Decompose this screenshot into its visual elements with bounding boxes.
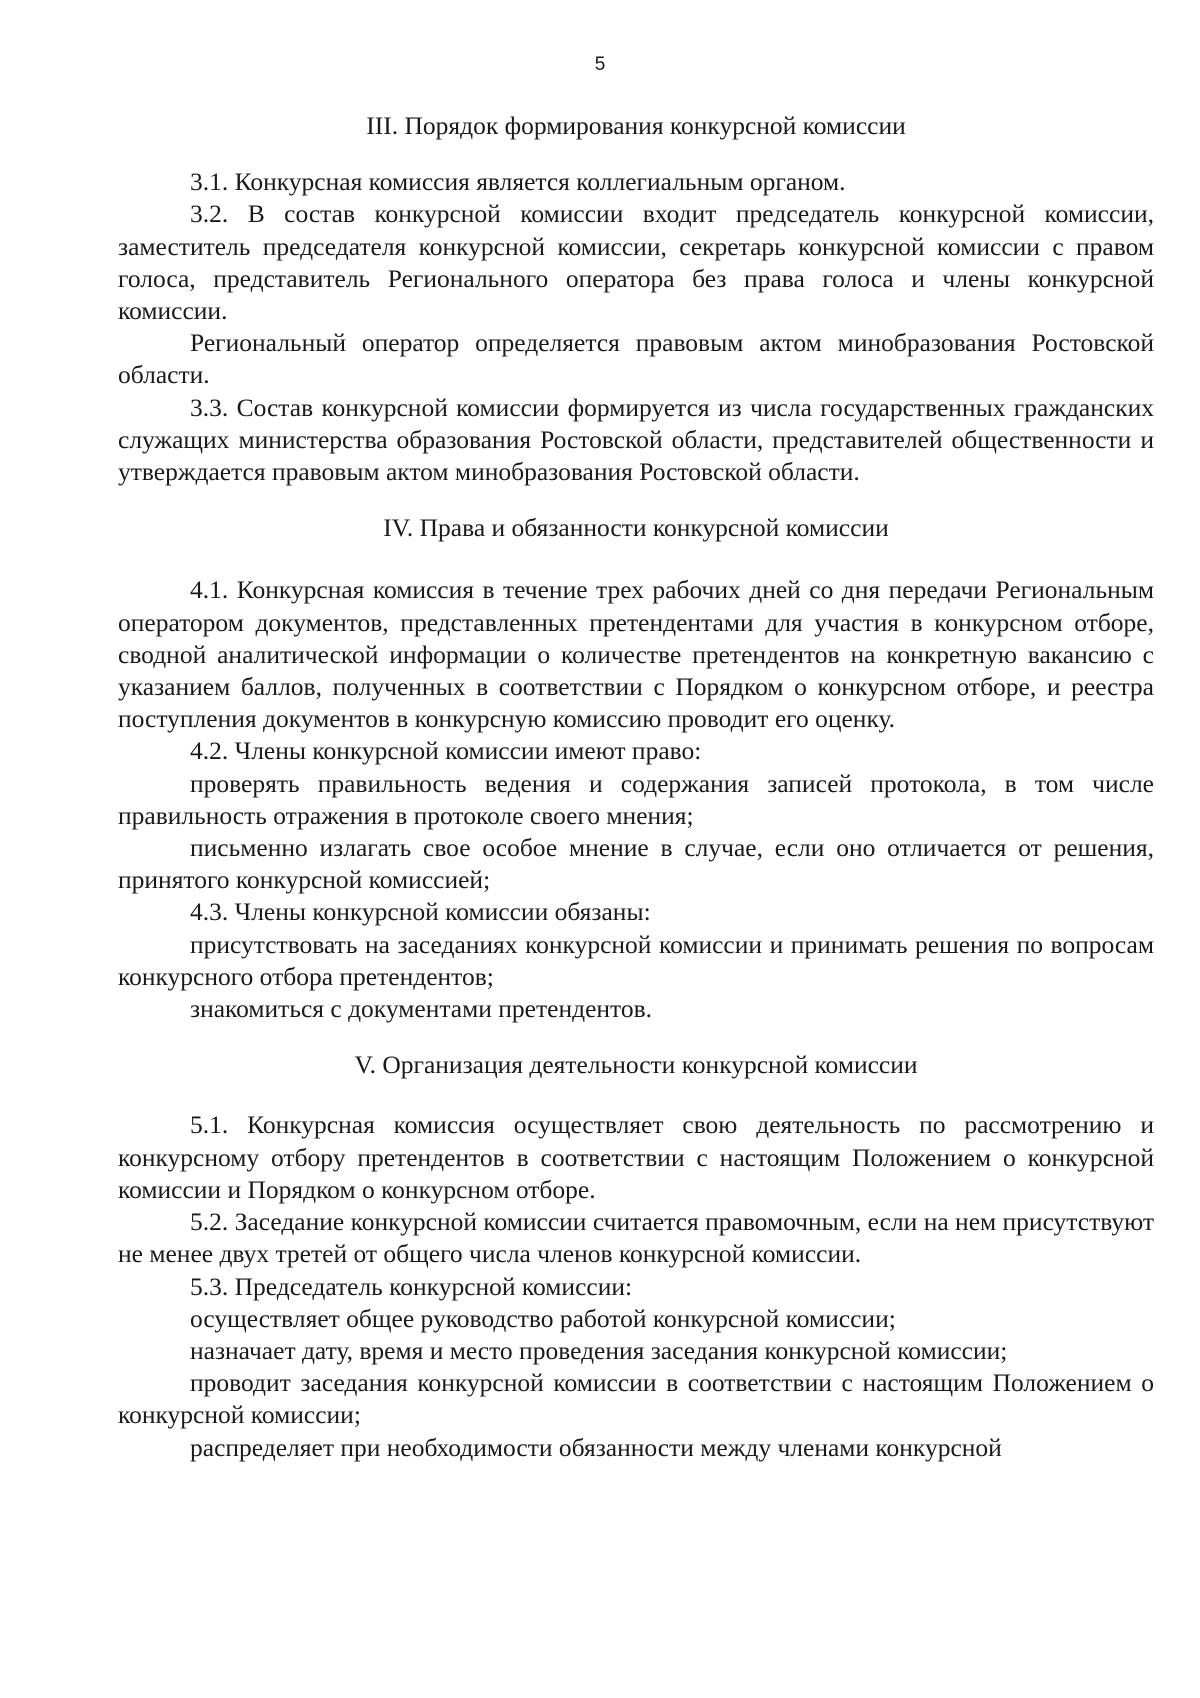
paragraph-4-3-item-1: присутствовать на заседаниях конкурсной комиссии и принимать решения по вопросам конкурсного отбора претендентов;	[118, 929, 1154, 991]
section-heading-3: III. Порядок формирования конкурсной комиссии	[366, 111, 906, 140]
paragraph-5-3-item-3: проводит заседания конкурсной комиссии в соответствии с настоящим Положением о конкурсной комиссии;	[118, 1368, 1154, 1430]
paragraph-5-3-item-1: осуществляет общее руководство работой конкурсной комиссии;	[190, 1303, 896, 1333]
document-body	[118, 110, 1154, 1464]
page-number: 5	[594, 54, 606, 75]
section-heading-4: IV. Права и обязанности конкурсной комиссии	[383, 513, 889, 543]
paragraph-4-3-item-2: знакомиться с документами претендентов.	[190, 994, 653, 1024]
paragraph-4-3: 4.3. Члены конкурсной комиссии обязаны:	[190, 897, 651, 927]
section-heading-5: V. Организация деятельности конкурсной комиссии	[354, 1050, 918, 1080]
paragraph-4-2-item-1: проверять правильность ведения и содержания записей протокола, в том числе правильность отражения в протоколе своего мнения;	[118, 768, 1154, 830]
paragraph-4-2-item-2: письменно излагать свое особое мнение в случае, если оно отличается от решения, принятого конкурсной комиссией;	[118, 833, 1154, 895]
paragraph-5-2: 5.2. Заседание конкурсной комиссии считается правомочным, если на нем присутствуют не менее двух третей от общего числа членов конкурсной комиссии.	[118, 1207, 1154, 1269]
paragraph-5-1: 5.1. Конкурсная комиссия осуществляет свою деятельность по рассмотрению и конкурсному отбору претендентов в соответствии с настоящим Положением о конкурсной комиссии и Порядком о конкурсном отборе.	[118, 1110, 1154, 1204]
paragraph-4-1: 4.1. Конкурсная комиссия в течение трех рабочих дней со дня передачи Региональным оператором документов, представленных претендентами для участия в конкурсном отборе, сводной аналитической информации о количестве претендентов на конкретную вакансию с указанием баллов, полученных в соответствии с Порядком о конкурсном отборе, и реестра поступления документов в конкурсную комиссию проводит его оценку.	[118, 575, 1154, 734]
paragraph-3-3: 3.3. Состав конкурсной комиссии формируется из числа государственных гражданских служащих министерства образования Ростовской области, представителей общественности и утверждается правовым актом минобразования Ростовской области.	[118, 392, 1154, 487]
paragraph-regional-operator: Региональный оператор определяется правовым актом минобразования Ростовской области.	[118, 328, 1154, 390]
paragraph-5-3-item-2: назначает дату, время и место проведения заседания конкурсной комиссии;	[190, 1335, 1008, 1365]
paragraph-3-2: 3.2. В состав конкурсной комиссии входит председатель конкурсной комиссии, заместитель председателя конкурсной комиссии, секретарь конкурсной комиссии с правом голоса, представитель Регионального оператора без права голоса и члены конкурсной комиссии.	[118, 199, 1154, 326]
paragraph-5-3: 5.3. Председатель конкурсной комиссии:	[190, 1271, 633, 1301]
paragraph-3-1: 3.1. Конкурсная комиссия является коллегиальным органом.	[190, 167, 846, 197]
paragraph-4-2: 4.2. Члены конкурсной комиссии имеют право:	[190, 736, 702, 766]
paragraph-5-3-item-4: распределяет при необходимости обязанности между членами конкурсной	[190, 1432, 1002, 1462]
